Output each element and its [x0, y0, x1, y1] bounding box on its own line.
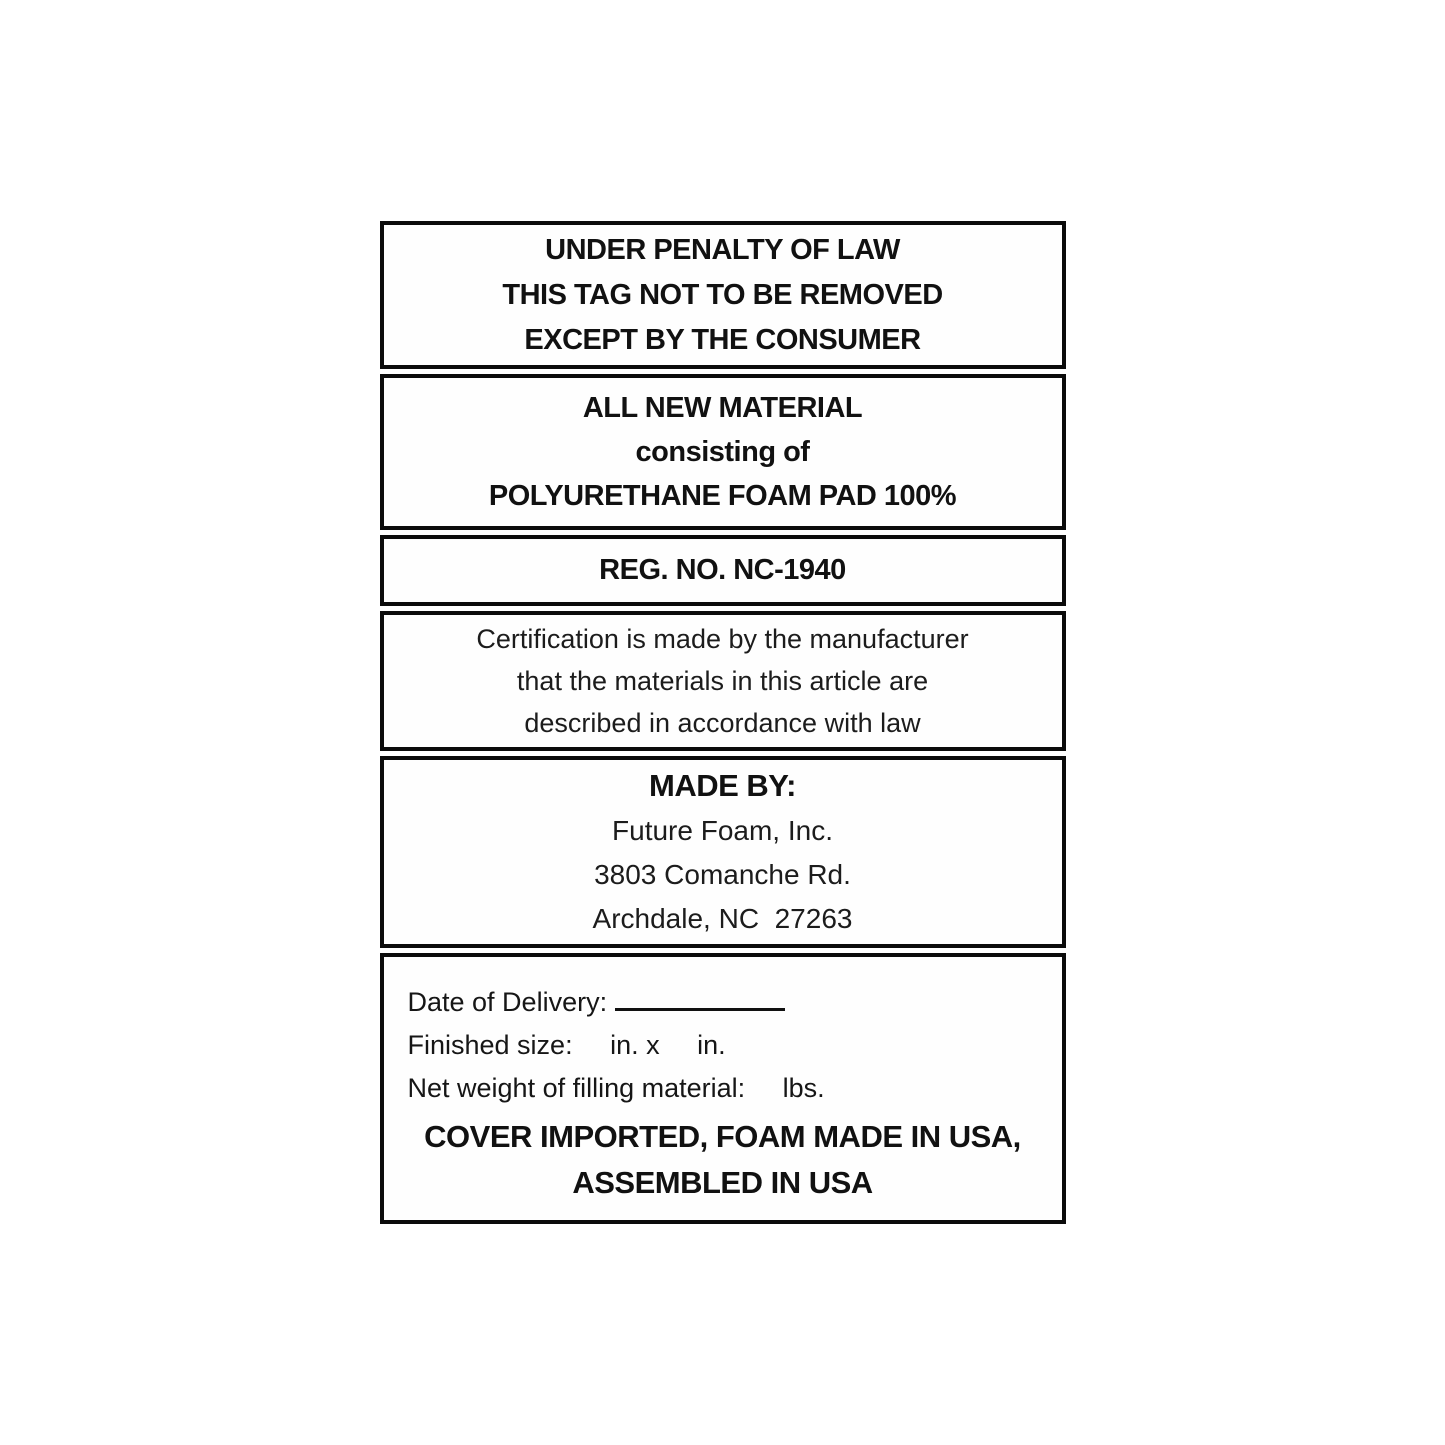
made-by-section: [380, 756, 1066, 948]
penalty-line: EXCEPT BY THE CONSUMER: [524, 323, 921, 356]
delivery-details-block: [384, 981, 1062, 1110]
date-of-delivery-line: [408, 981, 1062, 1024]
law-tag-label: [380, 221, 1066, 1224]
date-blank-underline: [615, 987, 785, 1011]
certification-section: [380, 611, 1066, 751]
finished-size-line: Finished size: in. x in.: [407, 1030, 726, 1060]
penalty-line: THIS TAG NOT TO BE REMOVED: [502, 278, 943, 311]
penalty-line: UNDER PENALTY OF LAW: [545, 233, 900, 266]
material-line: POLYURETHANE FOAM PAD 100%: [488, 480, 957, 512]
manufacturer-street: 3803 Comanche Rd.: [594, 859, 851, 890]
certification-line: that the materials in this article are: [516, 666, 929, 696]
registration-number: REG. NO. NC-1940: [599, 554, 846, 586]
date-of-delivery-label: Date of Delivery:: [407, 987, 608, 1017]
manufacturer-city-state-zip: Archdale, NC 27263: [592, 903, 853, 934]
penalty-notice-section: [380, 221, 1066, 369]
made-by-heading: MADE BY:: [649, 768, 796, 803]
origin-statement-block: [384, 1114, 1062, 1206]
material-section: [380, 374, 1066, 530]
manufacturer-name: Future Foam, Inc.: [612, 815, 833, 846]
origin-line: ASSEMBLED IN USA: [572, 1165, 873, 1200]
origin-line: COVER IMPORTED, FOAM MADE IN USA,: [424, 1119, 1021, 1154]
details-section: [380, 953, 1066, 1224]
certification-line: Certification is made by the manufacturer: [476, 624, 969, 654]
certification-line: described in accordance with law: [524, 708, 921, 738]
material-line: ALL NEW MATERIAL: [582, 392, 863, 424]
material-line: consisting of: [635, 436, 810, 468]
registration-section: [380, 535, 1066, 606]
net-weight-line: Net weight of filling material: lbs.: [407, 1073, 825, 1103]
